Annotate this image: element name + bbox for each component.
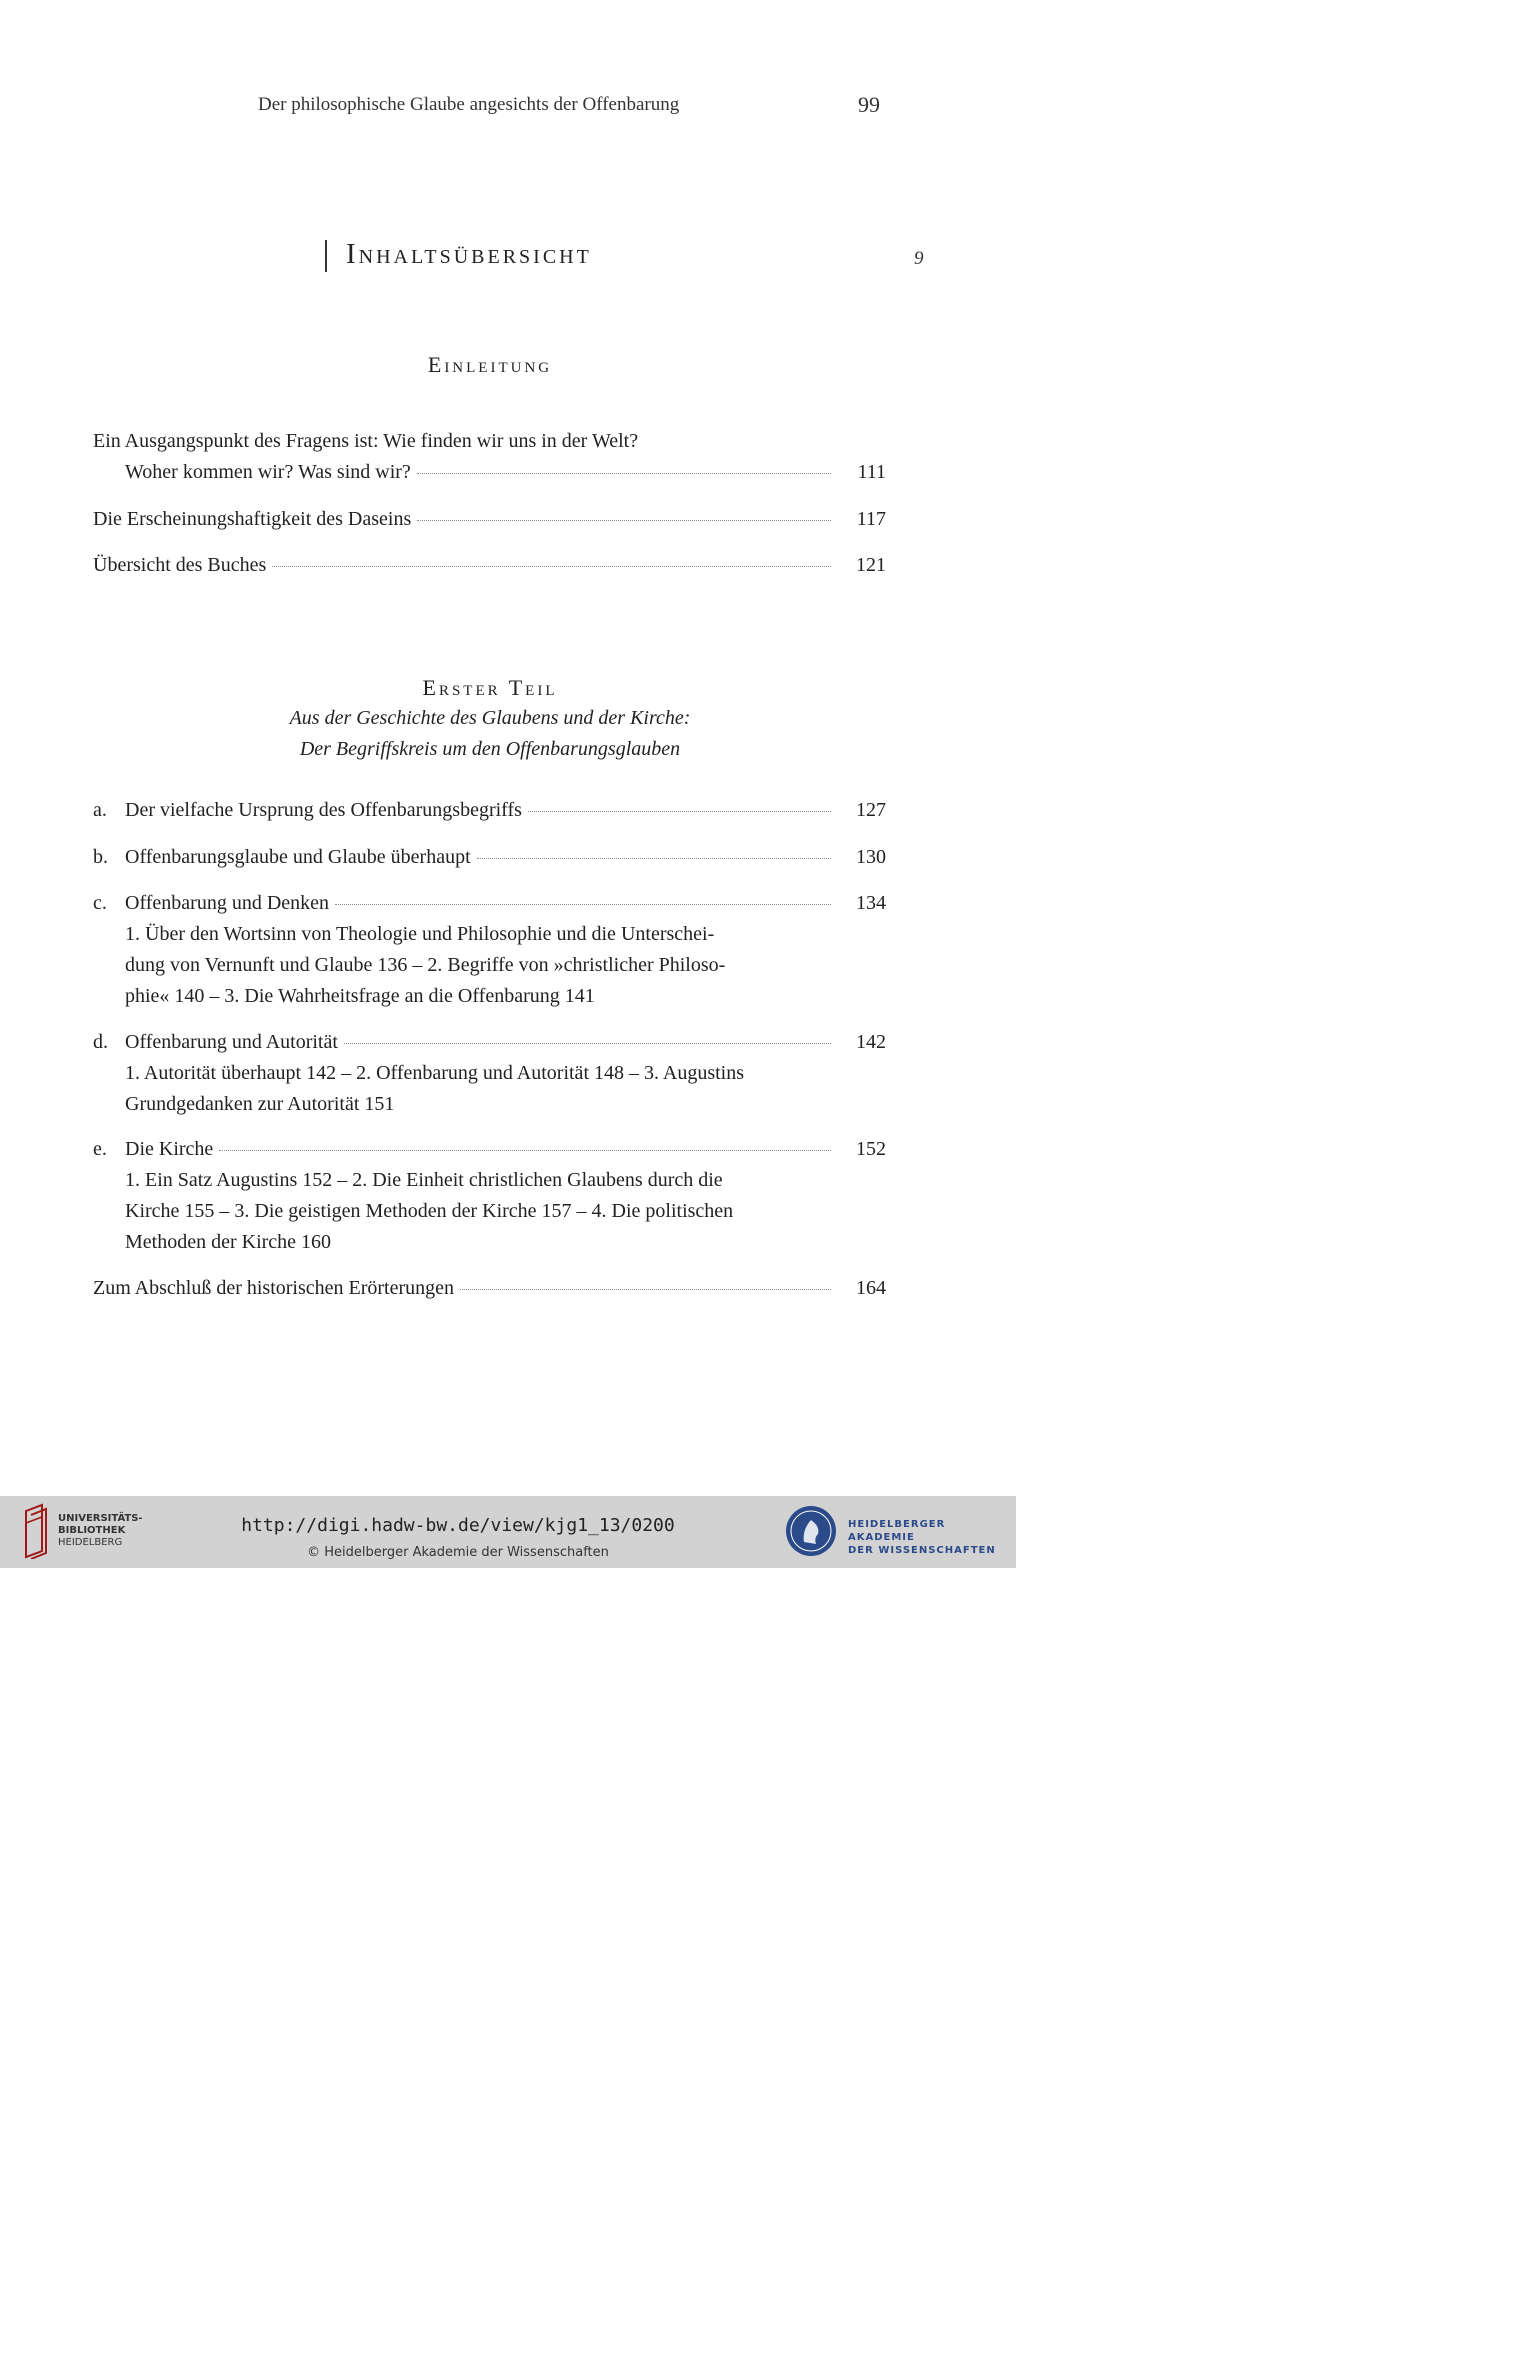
section-heading-einleitung: Einleitung xyxy=(427,352,553,377)
section-subtitle: Der Begriffskreis um den Offenbarungsglauben xyxy=(299,738,681,760)
logo-line: UNIVERSITÄTS- xyxy=(58,1513,143,1524)
leader-dots xyxy=(335,904,831,905)
toc-page-number: 134 xyxy=(856,892,886,914)
toc-entry xyxy=(93,508,837,531)
logo-line: HEIDELBERG xyxy=(58,1537,123,1548)
leader-dots xyxy=(219,1150,831,1151)
margin-number: 9 xyxy=(914,248,924,269)
toc-entry-detail: phie« 140 – 3. Die Wahrheitsfrage an die Offenbarung 141 xyxy=(125,985,595,1007)
leader-dots xyxy=(477,858,831,859)
toc-entry-detail: Methoden der Kirche 160 xyxy=(125,1231,332,1253)
academy-seal-icon xyxy=(784,1504,838,1558)
leader-dots xyxy=(460,1289,831,1290)
toc-entry-label: b. xyxy=(93,846,108,868)
leader-dots xyxy=(272,566,831,567)
running-title: Der philosophische Glaube angesichts der Offenbarung xyxy=(258,94,680,115)
toc-entry-detail: 1. Autorität überhaupt 142 – 2. Offenbarung und Autorität 148 – 3. Augustins xyxy=(125,1062,745,1084)
toc-entry-detail: Kirche 155 – 3. Die geistigen Methoden der Kirche 157 – 4. Die politischen xyxy=(125,1200,734,1222)
toc-entry-text: Zum Abschluß der historischen Erörterungen xyxy=(93,1277,455,1299)
toc-entry xyxy=(125,1031,837,1054)
toc-entry-text: Offenbarung und Autorität xyxy=(125,1031,338,1053)
toc-entry xyxy=(125,799,837,822)
toc-page-number: 164 xyxy=(856,1277,886,1299)
leader-dots xyxy=(417,473,831,474)
toc-page-number: 152 xyxy=(856,1138,886,1160)
toc-page-number: 111 xyxy=(857,461,886,483)
toc-entry-line: Ein Ausgangspunkt des Fragens ist: Wie finden wir uns in der Welt? xyxy=(93,430,639,452)
toc-entry xyxy=(93,1277,837,1300)
toc-entry-label: e. xyxy=(93,1138,107,1160)
toc-entry xyxy=(125,1138,837,1161)
toc-entry xyxy=(125,892,837,915)
toc-entry-label: a. xyxy=(93,799,107,821)
section-heading-erster-teil: Erster Teil xyxy=(422,675,558,700)
toc-entry-detail: Grundgedanken zur Autorität 151 xyxy=(125,1093,395,1115)
logo-line: DER WISSENSCHAFTEN xyxy=(848,1545,996,1556)
toc-entry-detail: 1. Über den Wortsinn von Theologie und Philosophie und die Unterschei- xyxy=(125,923,715,945)
toc-entry-detail: 1. Ein Satz Augustins 152 – 2. Die Einheit christlichen Glaubens durch die xyxy=(125,1169,723,1191)
page-number: 99 xyxy=(858,92,880,117)
toc-page-number: 121 xyxy=(856,554,886,576)
toc-entry-text: Die Erscheinungshaftigkeit des Daseins xyxy=(93,508,412,530)
leader-dots xyxy=(528,811,831,812)
logo-line: HEIDELBERGER AKADEMIE xyxy=(848,1519,946,1543)
toc-entry-text: Die Kirche xyxy=(125,1138,214,1160)
toc-entry-detail: dung von Vernunft und Glaube 136 – 2. Begriffe von »christlicher Philoso- xyxy=(125,954,726,976)
toc-entry-label: d. xyxy=(93,1031,108,1053)
toc-entry xyxy=(125,846,837,869)
title-bar-divider xyxy=(325,240,327,272)
logo-line: BIBLIOTHEK xyxy=(58,1525,126,1536)
footer-copyright: © Heidelberger Akademie der Wissenschaften xyxy=(307,1545,609,1560)
toc-page-number: 130 xyxy=(856,846,886,868)
toc-page-number: 127 xyxy=(856,799,886,821)
toc-entry xyxy=(125,461,837,484)
toc-entry-text: Übersicht des Buches xyxy=(93,554,267,576)
toc-entry-text: Offenbarungsglaube und Glaube überhaupt xyxy=(125,846,471,868)
leader-dots xyxy=(344,1043,831,1044)
leader-dots xyxy=(417,520,831,521)
toc-entry-text: Offenbarung und Denken xyxy=(125,892,330,914)
toc-entry-text: Woher kommen wir? Was sind wir? xyxy=(125,461,411,483)
toc-entry xyxy=(93,554,837,577)
page-title: Inhaltsübersicht xyxy=(346,238,592,270)
footer-url-link[interactable]: http://digi.hadw-bw.de/view/kjg1_13/0200 xyxy=(241,1515,675,1536)
academy-logo-text xyxy=(848,1518,1016,1557)
toc-page-number: 117 xyxy=(856,508,886,530)
section-subtitle: Aus der Geschichte des Glaubens und der Kirche: xyxy=(289,707,691,729)
toc-page-number: 142 xyxy=(856,1031,886,1053)
toc-entry-label: c. xyxy=(93,892,107,914)
toc-entry-text: Der vielfache Ursprung des Offenbarungsbegriffs xyxy=(125,799,522,821)
